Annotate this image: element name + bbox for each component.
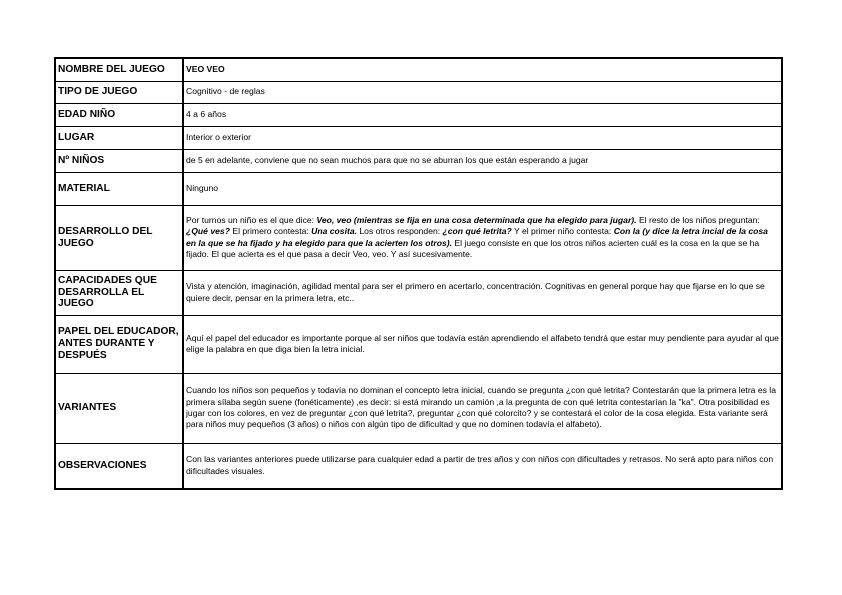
value-tipo: Cognitivo - de reglas — [183, 81, 782, 103]
label-tipo: TIPO DE JUEGO — [55, 81, 183, 103]
label-material: MATERIAL — [55, 172, 183, 205]
value-nombre: VEO VEO — [183, 58, 782, 81]
row-tipo — [55, 81, 782, 103]
desarrollo-quote-letrita: ¿con qué letrita? — [442, 226, 512, 237]
value-edad: 4 a 6 años — [183, 103, 782, 126]
value-observaciones: Con las variantes anteriores puede utilizarse para cualquier edad a partir de tres años y con niños con dificultades y retrasos. No será apto para niños con dificultades visuales. — [183, 443, 782, 489]
row-desarrollo — [55, 205, 782, 270]
row-variantes — [55, 373, 782, 443]
label-capacidades: CAPACIDADES QUE DESARROLLA EL JUEGO — [55, 270, 183, 315]
desarrollo-text-4: Los otros responden: — [357, 226, 443, 237]
desarrollo-text-1: Por turnos un niño es el que dice: — [186, 214, 317, 225]
game-sheet-table — [54, 57, 783, 490]
row-papel — [55, 315, 782, 373]
row-observaciones — [55, 443, 782, 489]
value-desarrollo — [183, 205, 782, 270]
row-edad — [55, 103, 782, 126]
desarrollo-quote-veo: Veo, veo (mientras se fija en una cosa determinada que ha elegido para jugar). — [316, 214, 637, 225]
desarrollo-quote-con-la: Con la (y dice la letra incial de la cosa en la que se ha fijado y ha elegido para que la acierten los otros). — [186, 226, 768, 248]
desarrollo-text-3: El primero contesta: — [229, 226, 312, 237]
label-nombre: NOMBRE DEL JUEGO — [55, 58, 183, 81]
label-papel: PAPEL DEL EDUCADOR, ANTES DURANTE Y DESPUÉS — [55, 315, 183, 373]
value-lugar: Interior o exterior — [183, 126, 782, 149]
desarrollo-quote-que-ves: ¿Qué ves? — [186, 226, 230, 237]
label-ninos: Nº NIÑOS — [55, 149, 183, 172]
label-lugar: LUGAR — [55, 126, 183, 149]
row-lugar — [55, 126, 782, 149]
desarrollo-text-2: El resto de los niños preguntan: — [636, 214, 760, 225]
value-capacidades: Vista y atención, imaginación, agilidad mental para ser el primero en acertarlo, concentración. Cognitivas en general porque hay que fijarse en lo que se quiere decir, pensar en la primera letra, etc.. — [183, 270, 782, 315]
desarrollo-text-5: Y el primer niño contesta: — [511, 226, 614, 237]
value-ninos: de 5 en adelante, conviene que no sean muchos para que no se aburran los que están esperando a jugar — [183, 149, 782, 172]
label-desarrollo: DESARROLLO DEL JUEGO — [55, 205, 183, 270]
label-variantes: VARIANTES — [55, 373, 183, 443]
desarrollo-text-6: El juego consiste en que los otros niños acierten cuál es la cosa en la que se ha fijado. El que acierta es el que pasa a decir Veo, veo. Y así sucesivamente. — [186, 237, 760, 259]
row-material — [55, 172, 782, 205]
label-edad: EDAD NIÑO — [55, 103, 183, 126]
desarrollo-quote-cosita: Una cosita. — [311, 226, 358, 237]
row-nombre — [55, 58, 782, 81]
value-papel: Aquí el papel del educador es importante porque al ser niños que todavía están aprendiendo el alfabeto tendrá que estar muy pendiente para ayudar al que elige la palabra en que diga bien la letra inicial. — [183, 315, 782, 373]
row-ninos — [55, 149, 782, 172]
value-variantes: Cuando los niños son pequeños y todavía no dominan el concepto letra inicial, cuando se pregunta ¿con qué letrita? Contestarán que la primera letra es la primera sílaba según suene (fonéticamente) ,es decir: si está mirando un camión ,a la pregunta de con qué letrita contestarían la "ka". Otra posibilidad es jugar con los colores, en vez de preguntar ¿con qué letrita?, preguntar ¿con qué colorcito? y se contestará el color de la cosa elegida. Esta variante será para niños muy pequeños (3 años) o niños con algún tipo de dificultad y que no dominen todavía el alfabeto). — [183, 373, 782, 443]
label-observaciones: OBSERVACIONES — [55, 443, 183, 489]
value-material: Ninguno — [183, 172, 782, 205]
row-capacidades — [55, 270, 782, 315]
